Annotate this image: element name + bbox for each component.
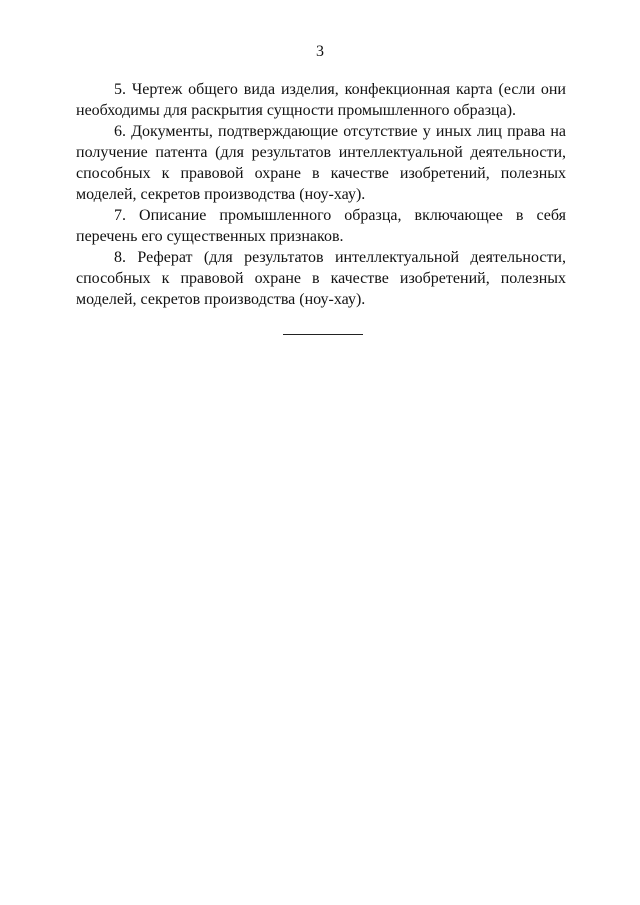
paragraph-item-8: 8. Реферат (для результатов интеллектуальной деятельности, способных к правовой охране в качестве изобретений, полезных моделей, секретов производства (ноу-хау). xyxy=(76,249,566,308)
paragraph-item-5: 5. Чертеж общего вида изделия, конфекционная карта (если они необходимы для раскрытия сущности промышленного образца). xyxy=(76,81,566,119)
closing-divider xyxy=(283,334,363,335)
document-body xyxy=(76,79,566,310)
page-number: 3 xyxy=(316,43,324,60)
paragraph-item-6: 6. Документы, подтверждающие отсутствие у иных лиц права на получение патента (для результатов интеллектуальной деятельности, способных к правовой охране в качестве изобретений, полезных моделей, секретов производства (ноу-хау). xyxy=(76,123,566,203)
paragraph-item-7: 7. Описание промышленного образца, включающее в себя перечень его существенных признаков. xyxy=(76,207,566,245)
